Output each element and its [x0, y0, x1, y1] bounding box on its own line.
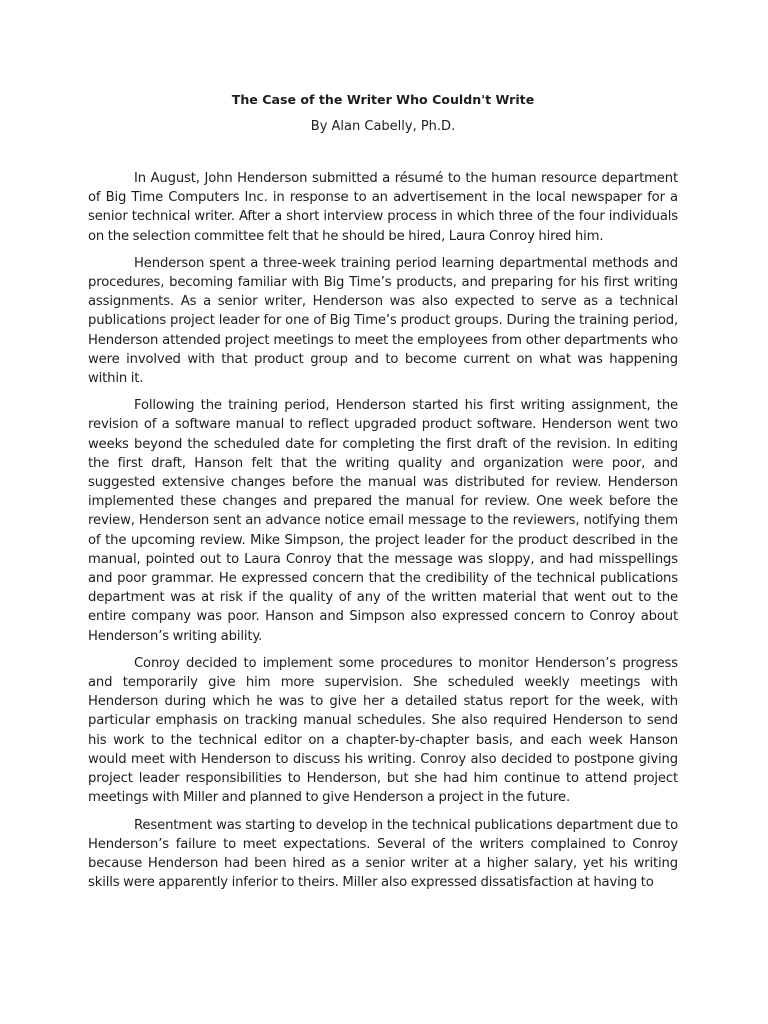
paragraph-5: Resentment was starting to develop in the technical publications department due to Henderson’s failure to meet expectations. Several of the writers complained to Conroy because Henderson had been hired as a senior writer at a higher salary, yet his writing skills were apparently inferior to theirs. Miller also expressed dissatisfaction at having to: [88, 817, 678, 891]
paragraph-2: Henderson spent a three-week training period learning departmental methods and procedures, becoming familiar with Big Time’s products, and preparing for his first writing assignments. As a senior writer, Henderson was also expected to serve as a technical publications project leader for one of Big Time’s product groups. During the training period, Henderson attended project meetings to meet the employees from other departments who were involved with that product group and to become current on what was happening within it.: [88, 255, 678, 387]
paragraph-4: Conroy decided to implement some procedures to monitor Henderson’s progress and temporarily give him more supervision. She scheduled weekly meetings with Henderson during which he was to give her a detailed status report for the week, with particular emphasis on tracking manual schedules. She also required Henderson to send his work to the technical editor on a chapter-by-chapter basis, and each week Hanson would meet with Henderson to discuss his writing. Conroy also decided to postpone giving project leader responsibilities to Henderson, but she had him continue to attend project meetings with Miller and planned to give Henderson a project in the future.: [88, 655, 678, 806]
document-body: [88, 91, 678, 900]
paragraph-1: In August, John Henderson submitted a résumé to the human resource department of Big Time Computers Inc. in response to an advertisement in the local newspaper for a senior technical writer. After a short interview process in which three of the four individuals on the selection committee felt that he should be hired, Laura Conroy hired him.: [88, 171, 678, 244]
document-byline: By Alan Cabelly, Ph.D.: [310, 119, 456, 134]
document-title: The Case of the Writer Who Couldn't Write: [231, 92, 535, 107]
paragraph-3: Following the training period, Henderson started his first writing assignment, the revision of a software manual to reflect upgraded product software. Henderson went two weeks beyond the scheduled date for completing the first draft of the revision. In editing the first draft, Hanson felt that the writing quality and organization were poor, and suggested extensive changes before the manual was distributed for review. Henderson implemented these changes and prepared the manual for review. One week before the review, Henderson sent an advance notice email message to the reviewers, notifying them of the upcoming review. Mike Simpson, the project leader for the product described in the manual, pointed out to Laura Conroy that the message was sloppy, and had misspellings and poor grammar. He expressed concern that the credibility of the technical publications department was at risk if the quality of any of the written material that went out to the entire company was poor. Hanson and Simpson also expressed concern to Conroy about Henderson’s writing ability.: [88, 398, 678, 644]
